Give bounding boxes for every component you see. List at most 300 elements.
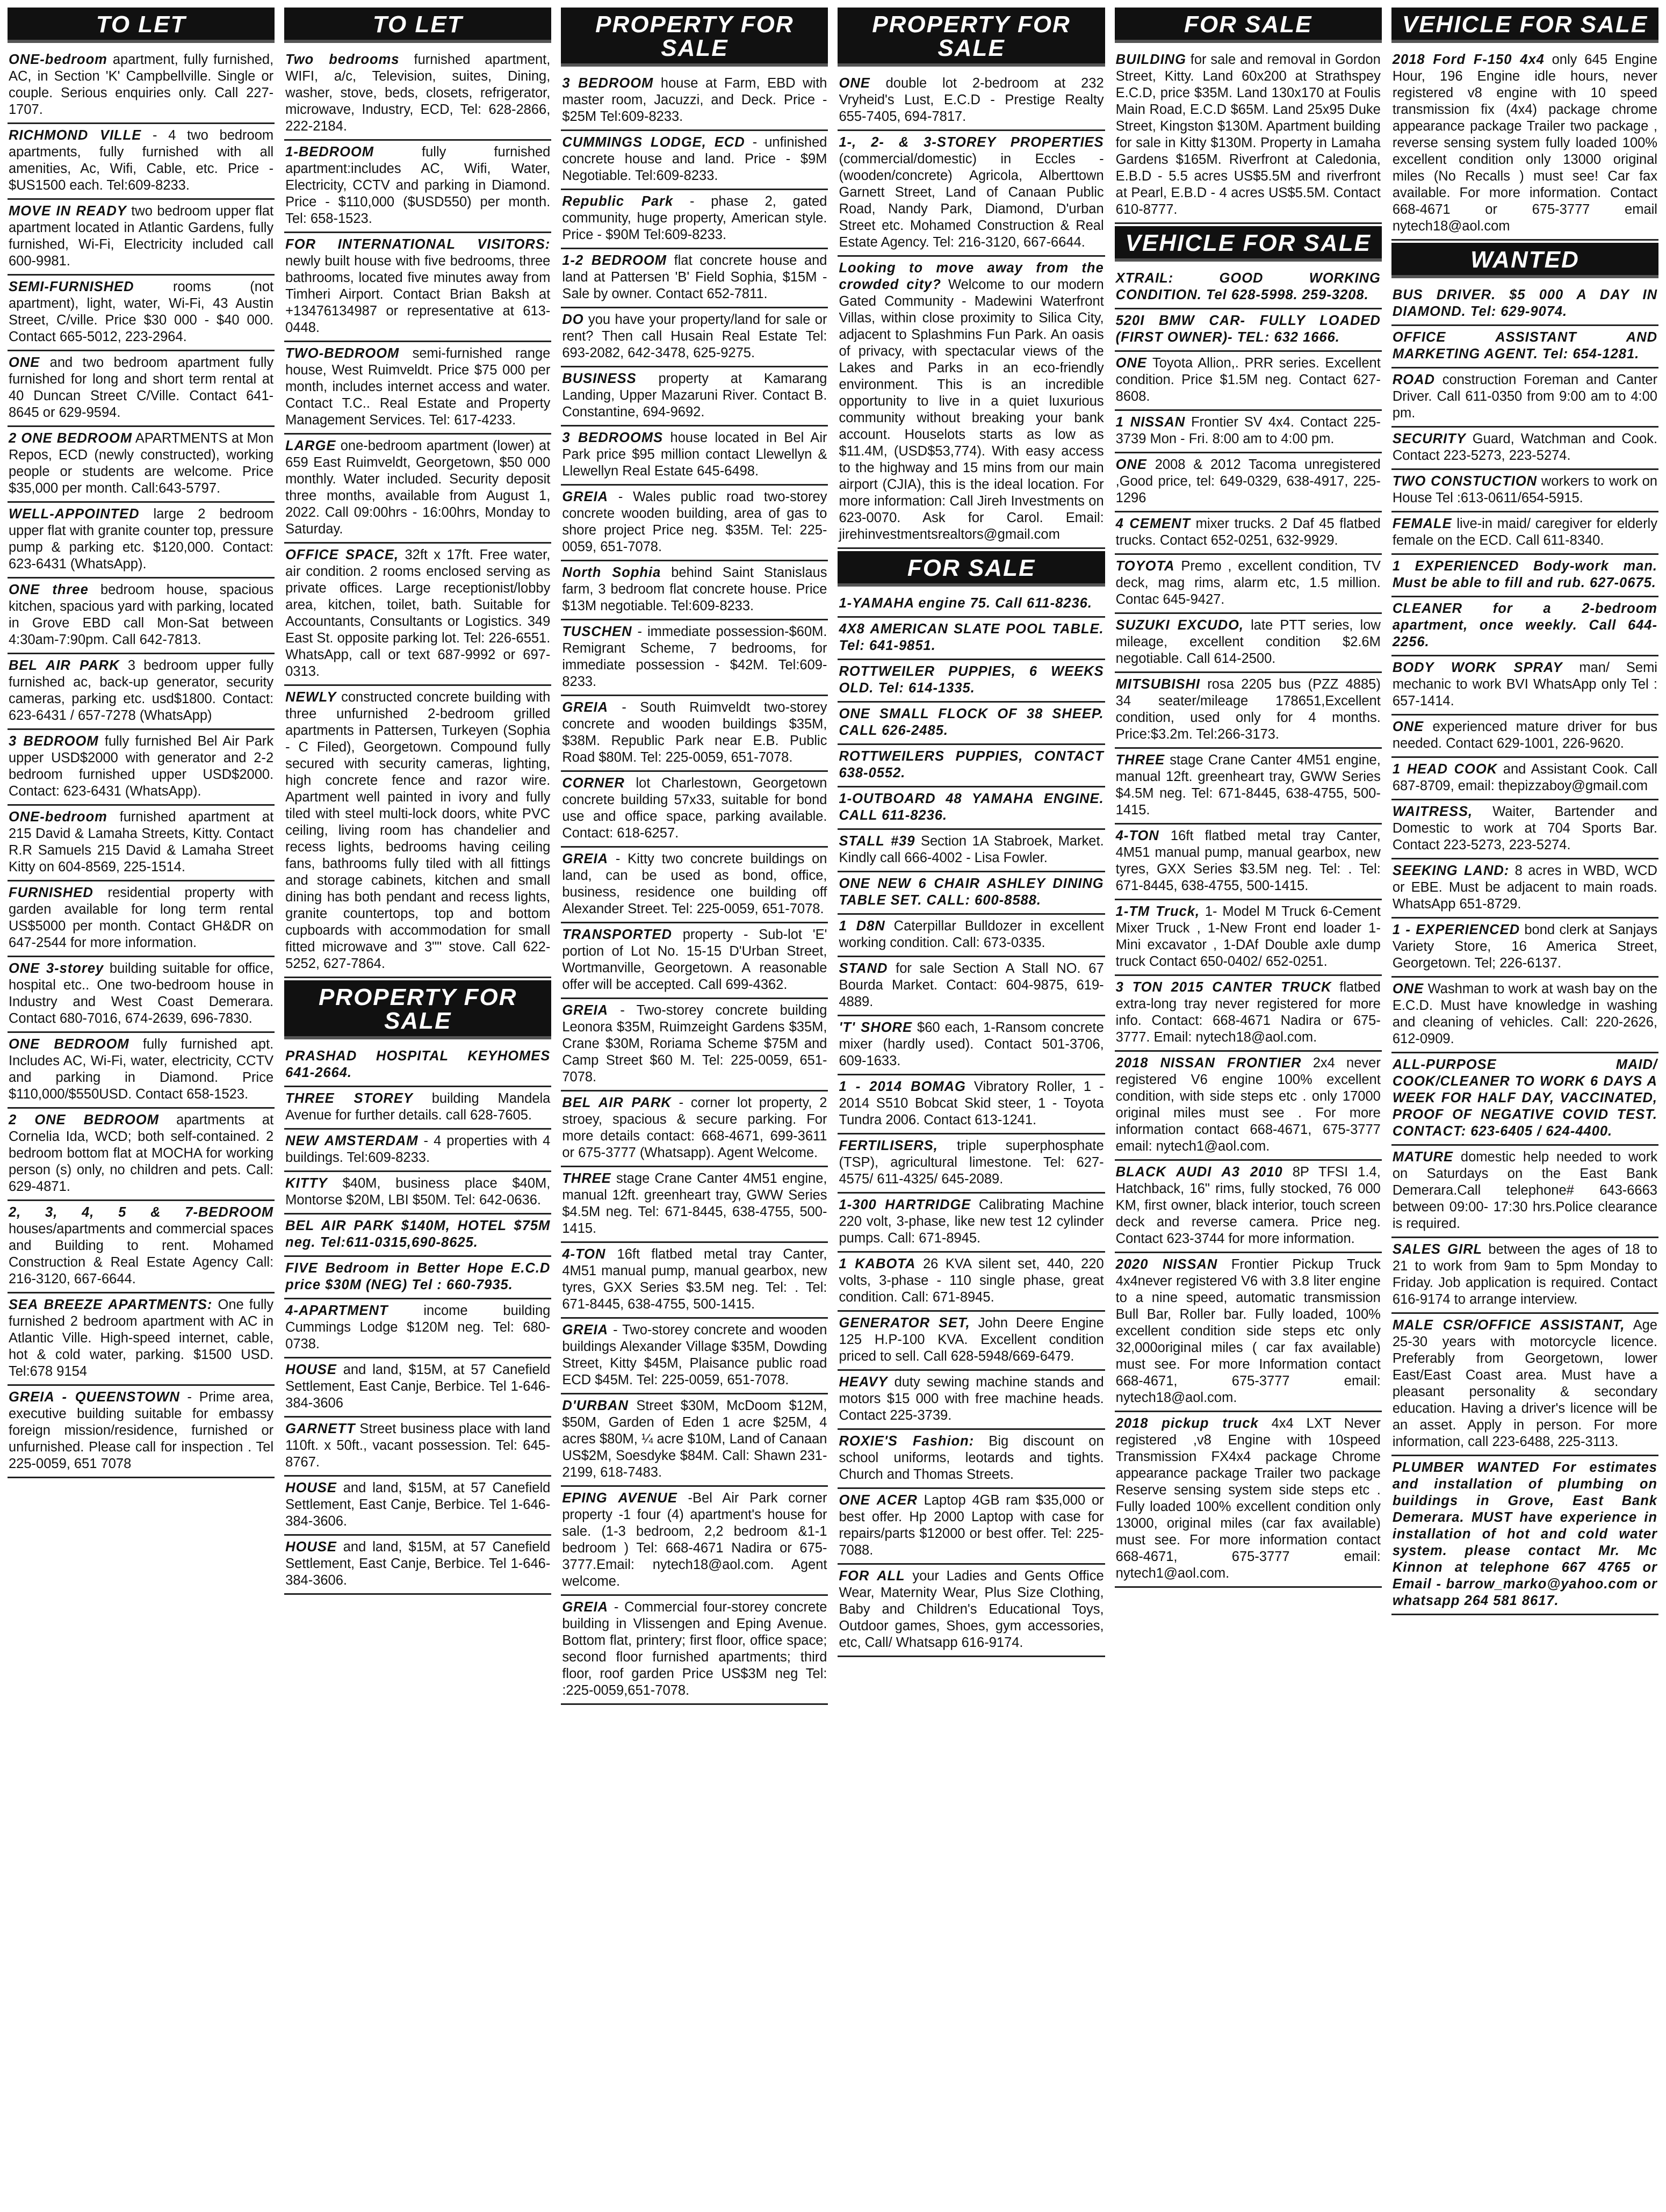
column-6 (1391, 5, 1658, 2207)
classified-ad (1115, 555, 1382, 614)
ad-lead: 1-, 2- & 3-STOREY PROPERTIES (839, 135, 1104, 150)
ad-lead: RICHMOND VILLE (9, 128, 142, 143)
ad-lead: North Sophia (562, 565, 661, 580)
ad-body: 1- Model M Truck 6-Cement Mixer Truck , 1-New Front end loader 1-Mini excavator , 1-DAf Double axle dump truck Contact 650-0402/ 652-0251. (1115, 904, 1381, 969)
classified-ad (8, 1201, 275, 1293)
classified-ad (8, 654, 275, 730)
ad-body: man/ Semi mechanic to work BVI WhatsApp only Tel : 657-1414. (1392, 660, 1657, 709)
classified-ad (561, 848, 828, 923)
classified-ad (1115, 825, 1382, 900)
classified-ad (1391, 1146, 1658, 1238)
ad-lead: ONE SMALL FLOCK OF 38 SHEEP. CALL 626-2485. (839, 706, 1104, 738)
ad-body: apartments at Cornelia Ida, WCD; both self-contained. 2 bedroom bottom flat at MOCHA for working person (s) only, no children and pets. Call: 629-4871. (9, 1112, 274, 1194)
classified-ad (1115, 352, 1382, 411)
ad-lead: THREE (562, 1171, 611, 1186)
classified-ad (8, 503, 275, 579)
ad-lead: ONE (1392, 719, 1424, 734)
ad-lead: XTRAIL: GOOD WORKING CONDITION. Tel 628-5998. 259-3208. (1115, 271, 1381, 302)
ad-lead: FOR ALL (839, 1568, 905, 1584)
ad-lead: 1 - EXPERIENCED (1392, 922, 1520, 937)
ad-lead: NEWLY (285, 690, 337, 705)
column-4 (838, 5, 1105, 2207)
classified-ad (1391, 48, 1658, 241)
ad-body: and land, $15M, at 57 Canefield Settlement, East Canje, Berbice. Tel 1-646-384-3606. (285, 1539, 551, 1588)
classified-ad (1115, 411, 1382, 453)
ad-lead: 1 KABOTA (839, 1256, 916, 1271)
ad-lead: ONE three (9, 582, 89, 597)
ad-body: Caterpillar Bulldozer in excellent working condition. Call: 673-0335. (839, 919, 1104, 950)
classified-ad (838, 1016, 1105, 1075)
ad-body: newly built house with five bedrooms, three bathrooms, located five minutes away from Timheri Airport. Contact Brian Baksh at +13476134987 or representative at 613-0448. (285, 254, 551, 335)
ad-body: Waiter, Bartender and Domestic to work at 704 Sports Bar. Contact 223-5273, 223-5274. (1392, 804, 1657, 852)
ad-body: workers to work on House Tel :613-0611/654-5915. (1392, 474, 1657, 505)
ad-lead: 4-TON (1115, 828, 1159, 843)
ad-body: One fully furnished 2 bedroom apartment with AC in Atlantic Ville. High-speed internet, cable, hot & cold water, parking. $1500 USD. Tel:678 9154 (9, 1297, 274, 1379)
ad-lead: FERTILISERS, (839, 1138, 938, 1153)
ad-body: APARTMENTS at Mon Repos, ECD (newly constructed), working people or students are welcome. Price $35,000 per month. Call:643-5797. (9, 431, 274, 496)
classified-ad (284, 686, 551, 978)
ad-lead: 1 - 2014 BOMAG (839, 1079, 966, 1094)
ad-body: live-in maid/ caregiver for elderly female on the ECD. Call 611-8340. (1392, 516, 1657, 548)
ad-body: triple superphosphate (TSP), agricultural limestone. Tel: 627-4575/ 611-4325/ 645-2089. (839, 1138, 1104, 1187)
ad-lead: FIVE Bedroom in Better Hope E.C.D price $30M (NEG) Tel : 660-7935. (285, 1261, 551, 1292)
classified-ad (838, 1430, 1105, 1489)
ad-body: 2008 & 2012 Tacoma unregistered ,Good price, tel: 649-0329, 638-4917, 225-1296 (1115, 457, 1381, 505)
classified-ad (1115, 1161, 1382, 1253)
ad-body: bond clerk at Sanjays Variety Store, 16 America Street, Georgetown. Tel; 226-6137. (1392, 922, 1657, 971)
ad-body: for sale and removal in Gordon Street, Kitty. Land 60x200 at Strathspey E.C.D, price $35M. Land 130x170 at Foulis Main Road, E.C.D $65M. Land 25x95 Duke Street, Kingston $130M. Apartment building for sale in Kitty $130M. Property in Lamaha Gardens $165M. Riverfront at Caledonia, E.B.D - 5.5 acres US$5.5M and riverfront at Pearl, E.B.D - 4 acres US$5.5M. Contact 610-8777. (1115, 52, 1381, 217)
classified-ad (561, 999, 828, 1091)
ad-lead: Two bedrooms (285, 52, 400, 67)
ad-body: bedroom house, spacious kitchen, spacious yard with parking, located in Grove EBD call Mon-Sat between 4:30am-7:90pm. Call 642-7813. (9, 582, 274, 647)
ad-body: stage Crane Canter 4M51 engine, manual 12ft. greenheart tray, GWW Series $4.5M neg. Tel: 671-8445, 638-4755, 500-1415. (1115, 753, 1381, 818)
classified-ad (284, 48, 551, 141)
ad-lead: CLEANER for a 2-bedroom apartment, once weekly. Call 644-2256. (1392, 601, 1657, 649)
ad-body: and land, $15M, at 57 Canefield Settlement, East Canje, Berbice. Tel 1-646-384-3606. (285, 1480, 551, 1529)
ad-body: constructed concrete building with three unfurnished 2-bedroom grilled apartments in Pattersen, Turkeyen (Sophia - C Filed), Georgetown. Compound fully secured with security cameras, lighting, high concrete fence and razor wire. Apartment well painted in ivory and fully tiled with steel multi-lock doors, white PVC ceiling, living room has chandelier and recess lights, bedrooms having ceiling fans, bathrooms fully tiled with all fittings and storage cabinets, kitchen and small dining has both pendant and recess lights, granite countertops, top and bottom cupboards with accommodation for small fitted microwave and 3"" stove. Call 622-5252, 627-7864. (285, 690, 551, 971)
ad-body: you have your property/land for sale or rent? Then call Husain Real Estate Tel: 693-2082, 642-3478, 625-9275. (562, 312, 827, 360)
classified-ad (1391, 368, 1658, 428)
ad-lead: FURNISHED (9, 885, 93, 900)
ad-lead: MALE CSR/OFFICE ASSISTANT, (1392, 1318, 1625, 1333)
classified-ad (561, 249, 828, 308)
ad-body: - immediate possession-$60M. Remigrant Scheme, 7 bedrooms, for immediate possession - $42M. Tel:609-8233. (562, 624, 827, 689)
ad-lead: FOR INTERNATIONAL VISITORS: (285, 237, 551, 252)
ad-body: stage Crane Canter 4M51 engine, manual 12ft. greenheart tray, GWW Series $4.5M neg. Tel: 671-8445, 638-4755, 500-1415. (562, 1171, 827, 1236)
ad-lead: PLUMBER WANTED For estimates and installation of plumbing on buildings in Grove, East Bank Demerara. MUST have experience in installation of hot and cold water system. please contact Mr. Mc Kinnon at telephone 667 4765 or Email - barrow_marko@yahoo.com or whatsapp 264 581 8617. (1392, 1460, 1657, 1608)
ad-lead: CUMMINGS LODGE, ECD (562, 135, 745, 150)
classified-ad (838, 787, 1105, 830)
ad-body: Frontier SV 4x4. Contact 225-3739 Mon - Fri. 8:00 am to 4:00 pm. (1115, 415, 1381, 446)
ad-body: fully furnished apt. Includes AC, Wi-Fi, water, electricity, CCTV and parking in Diamond. Price $110,000/$550USD. Contact 658-1523. (9, 1037, 274, 1102)
ad-lead: HOUSE (285, 1539, 337, 1555)
classified-ad (838, 1565, 1105, 1657)
classified-ad (1391, 555, 1658, 597)
classified-ad (838, 72, 1105, 131)
ad-lead: STAND (839, 961, 888, 976)
ad-lead: WAITRESS, (1392, 804, 1473, 819)
ad-body: John Deere Engine 125 H.P-100 KVA. Excellent condition priced to sell. Call 628-5948/669-6479. (839, 1315, 1104, 1364)
classified-ad (284, 342, 551, 435)
ad-lead: ONE-bedroom (9, 809, 107, 825)
ad-body: domestic help needed to work on Saturdays on the East Bank Demerara.Call telephone# 643-6663 between 09:00- 17:30 hrs.Police clearance is required. (1392, 1150, 1657, 1231)
classified-ad (8, 124, 275, 200)
ad-body: 4x4 LXT Never registered ,v8 Engine with 10speed Transmission FX4x4 package Chrome appearance package Trailer two package Reserve sensing system side steps etc . Fully loaded 100% excellent condition only 13000, original miles (car fax available) must see. For more information contact 668-4671, 675-3777 email: nytech1@aol.com. (1115, 1416, 1381, 1581)
ad-body: Washman to work at wash bay on the E.C.D. Must have knowledge in washing and cleaning of vehicles. Call: 220-2626, 612-0909. (1392, 981, 1657, 1046)
ad-body: furnished apartment, WIFI, a/c, Television, suites, Dining, washer, stove, beds, closets, refrigerator, microwave, Industry, ECD, Tel: 628-2866, 222-2184. (285, 52, 551, 134)
ad-body: 16ft flatbed metal tray Canter, 4M51 manual pump, manual gearbox, new tyres, GXX Series $3.5M neg. Tel: . Tel: 671-8445, 638-4755, 500-1415. (1115, 828, 1381, 893)
ad-lead: 1 D8N (839, 919, 885, 934)
classified-ad (561, 1167, 828, 1243)
ad-lead: GREIA (562, 700, 609, 715)
ad-body: 8 acres in WBD, WCD or EBE. Must be adjacent to main roads. WhatsApp 651-8729. (1392, 863, 1657, 912)
ad-lead: GREIA - QUEENSTOWN (9, 1390, 180, 1405)
classified-ad (8, 1386, 275, 1478)
ad-lead: 2 ONE BEDROOM (9, 1112, 159, 1127)
classified-ad (8, 276, 275, 351)
ad-lead: GREIA (562, 1322, 609, 1338)
classified-ad (561, 1319, 828, 1394)
ad-body: 2x4 never registered V6 engine 100% excellent condition, with side steps etc . only 17000 original miles must see . For more information contact 668-4671, 675-3777 email: nytech1@aol.com. (1115, 1056, 1381, 1154)
ad-body: - corner lot property, 2 stroey, spacious & secure parking. For more details contact: 668-4671, 699-3611 or 675-3777 (Whatsapp). Agent Welcome. (562, 1095, 827, 1160)
ad-lead: SEEKING LAND: (1392, 863, 1510, 878)
classified-ad (838, 592, 1105, 618)
ad-lead: TWO CONSTUCTION (1392, 474, 1538, 489)
classified-ad (838, 1489, 1105, 1565)
ad-body: - South Ruimveldt two-storey concrete and wooden buildings $35M, $38M. Republic Park near E.B. Public Road $80M. Tel: 225-0059, 651-7078. (562, 700, 827, 765)
classified-ad (1391, 656, 1658, 715)
classified-ad (561, 561, 828, 620)
classified-ad (1391, 512, 1658, 555)
ad-lead: BUSINESS (562, 371, 637, 386)
classified-ad (1391, 1314, 1658, 1456)
ad-lead: 2018 Ford F-150 4x4 (1392, 52, 1545, 67)
classified-ad (1391, 978, 1658, 1053)
ad-body: Age 25-30 years with motorcycle licence. Preferably from Georgetown, lower East/East Coast area. Must have a pleasant personality & secondary education. Having a driver's licence will be an asset. Apply in person. For more information, call 223-6488, 225-3113. (1392, 1318, 1657, 1449)
column-2 (284, 5, 551, 2207)
classified-ad (284, 544, 551, 686)
ad-lead: ONE (1392, 981, 1424, 996)
section-header: WANTED (1391, 243, 1658, 278)
ad-body: Vibratory Roller, 1 - 2014 S510 Bobcat Skid steer, 1 - Toyota Tundra 2006. Contact 613-1241. (839, 1079, 1104, 1127)
classified-ad (8, 1109, 275, 1201)
ad-lead: CORNER (562, 776, 625, 791)
classified-ad (561, 486, 828, 561)
ad-body: -Bel Air Park corner property -1 four (4) apartment's house for sale. (1-3 bedroom, 2,2 bedroom &1-1 bedroom ) Tel: 668-4671 Nadira or 675-3777.Email: nytech18@aol.com. Agent welcome. (562, 1491, 827, 1589)
classified-ad (561, 696, 828, 772)
classified-ad (8, 351, 275, 427)
ad-body: - phase 2, gated community, huge property, American style. Price - $90M Tel:609-8233. (562, 194, 827, 242)
ad-body: large 2 bedroom upper flat with granite counter top, pressure pump & parking etc. $120,000. Contact: 623-6431 (WhatsApp). (9, 507, 274, 572)
ad-lead: ROTTWEILERS PUPPIES, CONTACT 638-0552. (839, 749, 1104, 780)
ad-lead: 1-2 BEDROOM (562, 253, 667, 268)
classified-ad (561, 1394, 828, 1487)
ad-lead: BEL AIR PARK $140M, HOTEL $75M neg. Tel:611-0315,690-8625. (285, 1218, 551, 1250)
ad-lead: 3 BEDROOM (9, 734, 99, 749)
ad-lead: SECURITY (1392, 431, 1466, 446)
classified-ad (1391, 428, 1658, 470)
classified-ad (1115, 512, 1382, 555)
ad-lead: ONE (1115, 356, 1147, 371)
ad-body: Laptop 4GB ram $35,000 or best offer. Hp 2000 Laptop with case for repairs/parts $12000 or best offer. Tel: 225-7088. (839, 1493, 1104, 1558)
ad-lead: BEL AIR PARK (9, 658, 120, 673)
ad-body: - Kitty two concrete buildings on land, can be used as bond, office, business, residence one building off Alexander Street. Tel: 225-0059, 651-7078. (562, 851, 827, 916)
classified-ad (1391, 715, 1658, 758)
ad-lead: 2018 NISSAN FRONTIER (1115, 1056, 1302, 1071)
ad-lead: GARNETT (285, 1421, 356, 1436)
ad-lead: HEAVY (839, 1375, 888, 1390)
ad-body: 26 KVA silent set, 440, 220 volts, 3-phase - 110 single phase, great condition. Call: 671-8945. (839, 1256, 1104, 1305)
classified-ad (284, 1536, 551, 1595)
ad-body: duty sewing machine stands and motors $15 000 with free machine heads. Contact 225-3739. (839, 1375, 1104, 1423)
classified-ad (8, 1033, 275, 1109)
classified-ad (838, 745, 1105, 787)
classified-ad (1391, 859, 1658, 919)
classified-ad (284, 1130, 551, 1172)
classified-ad (1115, 267, 1382, 309)
classified-ad (838, 1253, 1105, 1312)
ad-lead: 1-YAMAHA engine 75. Call 611-8236. (839, 596, 1092, 611)
classified-ad (838, 1075, 1105, 1134)
ad-body: (commercial/domestic) in Eccles - (wooden/concrete) Agricola, Alberttown Garnett Street, Land of Canaan Public Road, Nandy Park, Diamond, D'urban Street etc. Mohamed Construction & Real Estate Agency. Tel: 216-3120, 667-6644. (839, 151, 1104, 250)
classified-ad (561, 923, 828, 999)
ad-lead: THREE STOREY (285, 1091, 413, 1106)
ad-lead: 3 BEDROOM (562, 76, 654, 91)
classified-ad (838, 872, 1105, 915)
classified-ad (284, 1172, 551, 1215)
ad-lead: GREIA (562, 1600, 609, 1615)
classified-ad (1115, 900, 1382, 976)
ad-body: Guard, Watchman and Cook. Contact 223-5273, 223-5274. (1392, 431, 1657, 463)
ad-body: Welcome to our modern Gated Community - Madewini Waterfront Villas, within close proximity to Silica City, adjacent to Splashmins Fun Park. An oasis of privacy, with spectacular views of the Lakes and Parks in an eco-friendly environment. This is an incredible opportunity to live in a quiet luxurious community without breaking your bank account. Houselots starts as low as $11.4M, (USD$53,774). With easy access to the highway and 15 mins from our main airport (CJIA), this is the ideal location. For more information: Call Jireh Investments on 623-0070. Ask for Carol. Email: jirehinvestmentsrealtors@gmail.com (839, 277, 1104, 542)
ad-lead: KITTY (285, 1176, 328, 1191)
classified-ad (1391, 800, 1658, 859)
classified-ad (1391, 1053, 1658, 1146)
ad-lead: HOUSE (285, 1362, 337, 1377)
classified-ad (838, 618, 1105, 660)
classified-ad (1391, 1238, 1658, 1314)
ad-body: double lot 2-bedroom at 232 Vryheid's Lust, E.C.D - Prestige Realty 655-7405, 694-7817. (839, 76, 1104, 124)
ad-lead: 4-TON (562, 1247, 606, 1262)
ad-lead: Republic Park (562, 194, 674, 209)
ad-lead: ONE ACER (839, 1493, 918, 1508)
ad-lead: ONE (9, 355, 40, 370)
ad-lead: MOVE IN READY (9, 204, 127, 219)
ad-body: - 4 properties with 4 buildings. Tel:609-8233. (285, 1133, 551, 1165)
ad-body: between the ages of 18 to 21 to work from 9am to 5pm Monday to Friday. Job application is required. Contact 616-9174 to arrange interview. (1392, 1242, 1657, 1307)
ad-body: Frontier Pickup Truck 4x4never registered V6 with 3.8 liter engine to a nine speed, automatic transmission Bull Bar, Roller bar. Fully loaded, 100% excellent condition side steps etc only 32,000original miles ( car fax available) must see. For more Information contact 668-4671, 675-3777 email: nytech18@aol.com. (1115, 1257, 1381, 1405)
ad-body: house located in Bel Air Park price $95 million contact Llewellyn & Llewellyn Real Estate 645-6498. (562, 430, 827, 479)
ad-body: Street business place with land 110ft. x 50ft., vacant possession. Tel: 645-8767. (285, 1421, 551, 1470)
section-header: FOR SALE (1115, 8, 1382, 43)
section-header: TO LET (8, 8, 275, 43)
classified-ad (8, 427, 275, 503)
ad-lead: ROXIE'S Fashion: (839, 1434, 975, 1449)
ad-lead: ONE BEDROOM (9, 1037, 129, 1052)
ad-body: lot Charlestown, Georgetown concrete building 57x33, suitable for bond use and office space, parking available. Contact: 618-6257. (562, 776, 827, 841)
classified-ad (8, 1293, 275, 1386)
ad-body: mixer trucks. 2 Daf 45 flatbed trucks. Contact 652-0251, 632-9929. (1115, 516, 1381, 548)
ad-lead: 2018 pickup truck (1115, 1416, 1259, 1431)
classified-ad (561, 72, 828, 131)
ad-body: semi-furnished range house, West Ruimveldt. Price $75 000 per month, includes internet access and water. Contact T.C.. Real Estate and Property Management Services. Tel: 617-4233. (285, 346, 551, 428)
ad-body: - Two-storey concrete building Leonora $35M, Ruimzeight Gardens $35M, Crane $30M, Roriama Scheme $75M and Camp Street $60 M. Tel: 225-0059, 651-7078. (562, 1003, 827, 1085)
section-header: FOR SALE (838, 551, 1105, 587)
section-header: VEHICLE FOR SALE (1115, 226, 1382, 262)
ad-lead: ONE (1115, 457, 1147, 472)
ad-lead: DO (562, 312, 584, 327)
ad-lead: TWO-BEDROOM (285, 346, 400, 361)
classified-ad (1391, 919, 1658, 978)
section-header: PROPERTY FOR SALE (561, 8, 828, 67)
classified-ad (1391, 284, 1658, 326)
ad-lead: 1-TM Truck, (1115, 904, 1200, 919)
ad-lead: 1-300 HARTRIDGE (839, 1197, 971, 1212)
ad-lead: HOUSE (285, 1480, 337, 1495)
ad-lead: ONE NEW 6 CHAIR ASHLEY DINING TABLE SET. CALL: 600-8588. (839, 876, 1104, 908)
ad-lead: ROAD (1392, 372, 1435, 387)
classified-ad (561, 1596, 828, 1705)
classified-ad (561, 367, 828, 427)
classified-ad (561, 427, 828, 486)
classified-ad (561, 620, 828, 696)
ad-lead: PRASHAD HOSPITAL KEYHOMES 641-2664. (285, 1049, 551, 1080)
classified-ad (838, 660, 1105, 703)
ad-body: property at Kamarang Landing, Upper Mazaruni River. Contact B. Constantine, 694-9692. (562, 371, 827, 420)
classified-ad (1115, 453, 1382, 512)
ad-lead: 1 NISSAN (1115, 415, 1186, 430)
classified-ad (284, 141, 551, 233)
ad-body: - Wales public road two-storey concrete wooden building, area of gas to shore project Price neg. $35M. Tel: 225-0059, 651-7078. (562, 489, 827, 554)
ad-lead: 'T' SHORE (839, 1020, 912, 1035)
ad-body: Street $30M, McDoom $12M, $50M, Garden of Eden 1 acre $25M, 4 acres $80M, ¼ acre $10M, Land of Canaan US$2M, Soesdyke $84M. Call: Shawn 231-2199, 618-7483. (562, 1398, 827, 1480)
classified-ad (284, 1418, 551, 1477)
ad-body: $60 each, 1-Ransom concrete mixer (hardly used). Contact 501-3706, 609-1633. (839, 1020, 1104, 1068)
ad-body: 16ft flatbed metal tray Canter, 4M51 manual pump, manual gearbox, new tyres, GXX Series $3.5M neg. Tel: . Tel: 671-8445, 638-4755, 500-1415. (562, 1247, 827, 1312)
ad-body: Section 1A Stabroek, Market. Kindly call 666-4002 - Lisa Fowler. (839, 834, 1104, 865)
ad-body: late PTT series, low mileage, excellent condition $2.6M negotiable. Call 614-2500. (1115, 618, 1381, 666)
ad-body: - Two-storey concrete and wooden buildings Alexander Village $35M, Dowding Street, Kitty $45M, Plaisance public road ECD $45M. Tel: 225-0059, 651-7078. (562, 1322, 827, 1387)
column-5 (1115, 5, 1382, 2207)
classified-ad (1115, 48, 1382, 224)
ad-lead: STALL #39 (839, 834, 915, 849)
classified-ad (284, 1087, 551, 1130)
ad-lead: SUZUKI EXCUDO, (1115, 618, 1244, 633)
classified-ad (284, 233, 551, 342)
ad-body: residential property with garden available for long term rental US$5000 per month. Contact GH&DR on 647-2544 for more information. (9, 885, 274, 950)
ad-body: income building Cummings Lodge $120M neg. Tel: 680-0738. (285, 1303, 551, 1351)
ad-lead: 2 ONE BEDROOM (9, 431, 133, 446)
ad-body: Big discount on school uniforms, leotards and tights. Church and Thomas Streets. (839, 1434, 1104, 1482)
classified-ad (1115, 1253, 1382, 1412)
classified-ad (838, 703, 1105, 745)
ad-body: and Assistant Cook. Call 687-8709, email: thepizzaboy@gmail.com (1392, 762, 1657, 793)
ad-body: house at Farm, EBD with master room, Jacuzzi, and Deck. Price - $25M Tel:609-8233. (562, 76, 827, 124)
ad-body: one-bedroom apartment (lower) at 659 East Ruimveldt, Georgetown, $50 000 monthly. Water included. Security deposit three months, available from August 1, 2022. Call 09:00hrs - 16:00hrs, Monday to Saturday. (285, 438, 551, 537)
ad-body: - Commercial four-storey concrete building in Vlissengen and Eping Avenue. Bottom flat, printery; first floor, office space; second floor furnished apartments; third floor, roof garden Price US$3M neg Tel: :225-0059,651-7078. (562, 1600, 827, 1698)
classified-ad (1391, 1456, 1658, 1615)
classified-ad (8, 200, 275, 276)
section-header: TO LET (284, 8, 551, 43)
classified-ad (284, 1358, 551, 1418)
ad-body: behind Saint Stanislaus farm, 3 bedroom flat concrete house. Price $13M negotiable. Tel:609-8233. (562, 565, 827, 613)
ad-body: flat concrete house and land at Pattersen 'B' Field Sophia, $15M - Sale by owner. Contact 652-7811. (562, 253, 827, 301)
ad-lead: GENERATOR SET, (839, 1315, 970, 1331)
ad-lead: ONE-bedroom (9, 52, 107, 67)
ad-lead: ONE (839, 76, 870, 91)
ad-body: houses/apartments and commercial spaces and Building to rent. Mohamed Construction & Real Estate Agency Call: 216-3120, 667-6644. (9, 1221, 274, 1286)
ad-body: building Mandela Avenue for further details. call 628-7605. (285, 1091, 551, 1123)
classified-ad (284, 1215, 551, 1257)
ad-lead: 3 BEDROOMS (562, 430, 663, 445)
ad-body: experienced mature driver for bus needed. Contact 629-1001, 226-9620. (1392, 719, 1657, 751)
classified-ad (1115, 1412, 1382, 1588)
classified-ad (1115, 309, 1382, 352)
classified-ad (561, 1487, 828, 1596)
ad-lead: BEL AIR PARK (562, 1095, 672, 1110)
ad-lead: TRANSPORTED (562, 927, 672, 942)
ad-lead: 1 EXPERIENCED Body-work man. Must be able to fill and rub. 627-0675. (1392, 559, 1657, 590)
ad-lead: MITSUBISHI (1115, 677, 1200, 692)
ad-body: fully furnished Bel Air Park upper USD$2000 with generator and 2-2 bedroom furnished upper USD$2000. Contact: 623-6431 (WhatsApp). (9, 734, 274, 799)
ad-body: $40M, business place $40M, Montorse $20M, LBI $50M. Tel: 642-0636. (285, 1176, 551, 1208)
ad-body: - 4 two bedroom apartments, fully furnished with all amenities, Ac, Wifi, Cable, etc. Price - $US1500 each. Tel:609-8233. (9, 128, 274, 193)
column-3 (561, 5, 828, 2207)
classified-ad (1115, 1052, 1382, 1161)
ad-lead: D'URBAN (562, 1398, 629, 1413)
ad-body: rooms (not apartment), light, water, Wi-Fi, 43 Austin Street, C/ville. Price $30 000 - $40 000. Contact 665-5012, 223-2964. (9, 279, 274, 344)
classified-ad (1391, 326, 1658, 368)
section-header: VEHICLE FOR SALE (1391, 8, 1658, 43)
classified-ad (838, 257, 1105, 549)
classified-ad (284, 1299, 551, 1358)
ad-lead: ALL-PURPOSE MAID/ COOK/CLEANER TO WORK 6 DAYS A WEEK FOR HALF DAY, VACCINATED, PROOF OF NEGATIVE COVID TEST. CONTACT: 623-6405 / 624-4400. (1392, 1057, 1657, 1139)
ad-body: two bedroom upper flat apartment located in Atlantic Gardens, fully furnished, Wi-Fi, Electricity included call 600-9981. (9, 204, 274, 269)
classified-ad (838, 1194, 1105, 1253)
classified-ad (1115, 976, 1382, 1052)
classified-ad (561, 190, 828, 249)
ad-body: building suitable for office, hospital etc.. One two-bedroom house in Industry and West Coast Demerara. Contact 680-7016, 674-2639, 696-7830. (9, 961, 274, 1026)
ad-body: fully furnished apartment:includes AC, Wifi, Water, Electricity, CCTV and parking in Diamond. Price - $110,000 ($USD550) per month. Tel: 658-1523. (285, 144, 551, 226)
ad-lead: 3 TON 2015 CANTER TRUCK (1115, 980, 1332, 995)
classified-ad (8, 579, 275, 654)
ad-lead: TUSCHEN (562, 624, 632, 639)
ad-lead: 4X8 AMERICAN SLATE POOL TABLE. Tel: 641-9851. (839, 621, 1104, 653)
ad-lead: SALES GIRL (1392, 1242, 1483, 1257)
ad-lead: SEMI-FURNISHED (9, 279, 134, 294)
ad-lead: Looking to move away from the crowded city? (839, 261, 1104, 292)
ad-body: - Prime area, executive building suitable for embassy foreign mission/residence, furnished or unfurnished. Please call for inspection . Tel 225-0059, 651 7078 (9, 1390, 274, 1471)
classified-ad (1115, 673, 1382, 749)
classified-ad (838, 1371, 1105, 1430)
classified-ad (838, 1312, 1105, 1371)
ad-lead: BUS DRIVER. $5 000 A DAY IN DIAMOND. Tel: 629-9074. (1392, 287, 1657, 319)
ad-lead: EPING AVENUE (562, 1491, 677, 1506)
ad-lead: 2020 NISSAN (1115, 1257, 1218, 1272)
ad-body: rosa 2205 bus (PZZ 4885) 34 seater/mileage 178651,Excellent condition, used only for 4 months. Price:$3.2m. Tel:266-3173. (1115, 677, 1381, 742)
ad-body: furnished apartment at 215 David & Lamaha Streets, Kitty. Contact R.R Samuels 215 David & Lamaha Street Kitty on 604-8569, 225-1514. (9, 809, 274, 874)
ad-lead: 1 HEAD COOK (1392, 762, 1498, 777)
ad-body: your Ladies and Gents Office Wear, Maternity Wear, Plus Size Clothing, Baby and Children's Educational Toys, Outdoor games, Shoes, gym accessories, etc, Call/ Whatsapp 616-9174. (839, 1568, 1104, 1650)
ad-lead: TOYOTA (1115, 559, 1175, 574)
ad-body: and land, $15M, at 57 Canefield Settlement, East Canje, Berbice. Tel 1-646-384-3606 (285, 1362, 551, 1411)
classified-ad (8, 881, 275, 957)
classified-ad (561, 1091, 828, 1167)
ad-body: property - Sub-lot 'E' portion of Lot No. 15-15 D'Urban Street, Wortmanville, Georgetown. A reasonable offer will be accepted. Call 699-4362. (562, 927, 827, 992)
ad-lead: 1-BEDROOM (285, 144, 374, 160)
classified-ad (838, 915, 1105, 957)
classified-ad (1391, 758, 1658, 800)
